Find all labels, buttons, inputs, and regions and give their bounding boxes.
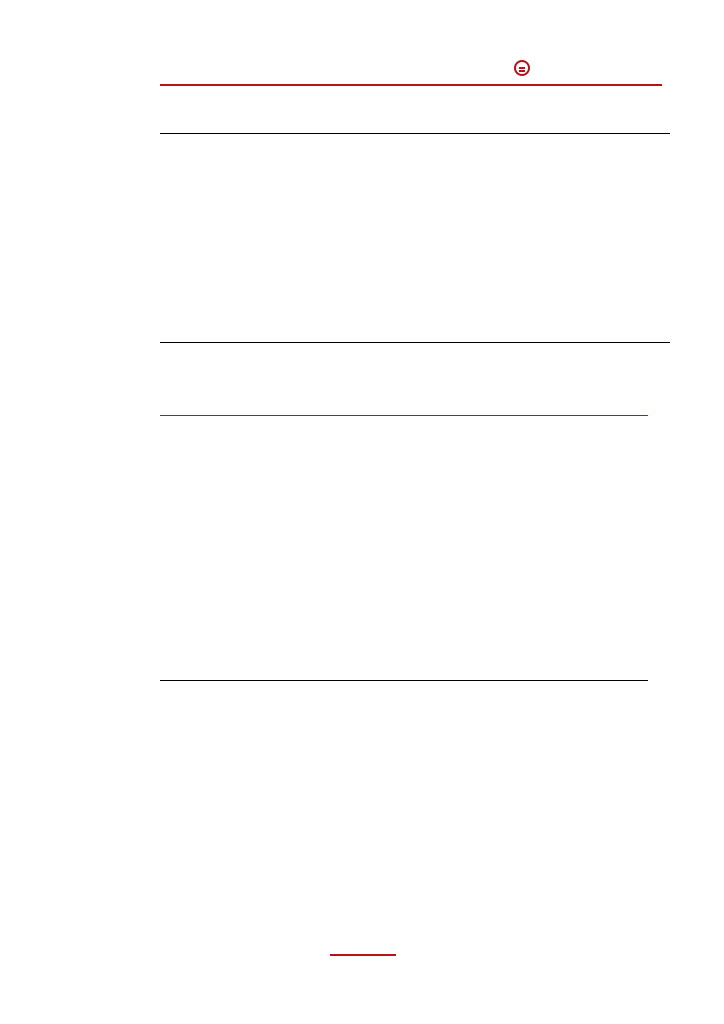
brand-logo-icon [514,60,530,76]
brand [514,60,536,76]
table-bottom-rule [160,342,670,343]
page-number [330,954,396,956]
header-divider [160,84,662,86]
table-top-rule [160,133,670,134]
industry-weekly-change-chart [160,416,648,678]
figure-bottom-rule [160,680,648,681]
